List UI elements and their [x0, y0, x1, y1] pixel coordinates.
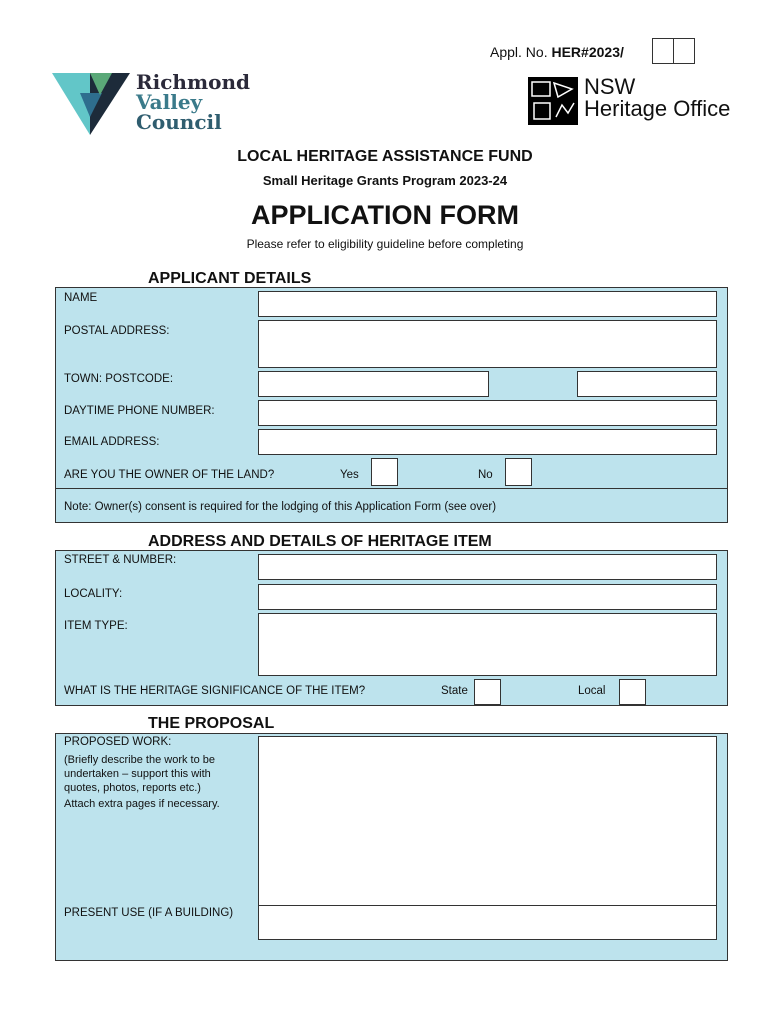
appl-number-box-2[interactable] — [673, 38, 695, 64]
locality-label: LOCALITY: — [64, 588, 123, 600]
proposal-heading: THE PROPOSAL — [148, 715, 275, 732]
appl-label: Appl. No. — [490, 44, 548, 60]
name-label: NAME — [64, 292, 98, 304]
email-field[interactable] — [258, 429, 717, 455]
town-postcode-label: TOWN: POSTCODE: — [64, 373, 174, 385]
application-number-label — [490, 44, 624, 60]
applicant-details-heading: APPLICANT DETAILS — [148, 270, 312, 287]
council-line3: Council — [136, 110, 222, 134]
fund-title: LOCAL HERITAGE ASSISTANCE FUND — [237, 148, 533, 165]
significance-local-label: Local — [578, 685, 606, 697]
postal-address-label: POSTAL ADDRESS: — [64, 325, 170, 337]
proposed-work-help: (Briefly describe the work to be undertaken – support this with quotes, photos, reports etc.) — [64, 754, 216, 794]
item-type-field[interactable] — [258, 613, 717, 676]
appl-value: HER#2023/ — [551, 44, 624, 60]
owner-yes-checkbox[interactable] — [371, 458, 398, 486]
proposed-work-label: PROPOSED WORK: — [64, 736, 172, 748]
form-title: APPLICATION FORM — [251, 200, 519, 230]
locality-field[interactable] — [258, 584, 717, 610]
nsw-line1: NSW — [584, 74, 636, 99]
owner-yes-label: Yes — [340, 469, 359, 481]
nsw-line2: Heritage Office — [584, 96, 731, 121]
postal-address-field[interactable] — [258, 320, 717, 368]
owner-question-label: ARE YOU THE OWNER OF THE LAND? — [64, 469, 275, 481]
phone-field[interactable] — [258, 400, 717, 426]
significance-local-checkbox[interactable] — [619, 679, 646, 705]
street-number-field[interactable] — [258, 554, 717, 580]
council-line1: Richmond — [136, 70, 250, 94]
postcode-field[interactable] — [577, 371, 717, 397]
present-use-field[interactable] — [258, 905, 717, 940]
name-field[interactable] — [258, 291, 717, 317]
nsw-heritage-office-name — [584, 76, 730, 120]
owner-no-label: No — [478, 469, 493, 481]
appl-number-box-1[interactable] — [652, 38, 674, 64]
nsw-heritage-emblem-icon — [528, 77, 578, 125]
significance-state-checkbox[interactable] — [474, 679, 501, 705]
owner-no-checkbox[interactable] — [505, 458, 532, 486]
significance-question-label: WHAT IS THE HERITAGE SIGNIFICANCE OF THE ITEM? — [64, 685, 366, 697]
significance-state-label: State — [441, 685, 468, 697]
council-logo-icon — [52, 73, 130, 135]
proposed-work-field[interactable] — [258, 736, 717, 906]
street-number-label: STREET & NUMBER: — [64, 554, 177, 566]
phone-label: DAYTIME PHONE NUMBER: — [64, 405, 215, 417]
eligibility-note: Please refer to eligibility guideline before completing — [246, 237, 524, 251]
council-line2: Valley — [136, 90, 203, 114]
program-subtitle: Small Heritage Grants Program 2023-24 — [262, 173, 508, 188]
town-field[interactable] — [258, 371, 489, 397]
attach-pages-help: Attach extra pages if necessary. — [64, 798, 220, 810]
item-type-label: ITEM TYPE: — [64, 620, 128, 632]
present-use-label: PRESENT USE (IF A BUILDING) — [64, 907, 234, 919]
heritage-item-heading: ADDRESS AND DETAILS OF HERITAGE ITEM — [148, 533, 492, 550]
owner-consent-note: Note: Owner(s) consent is required for the lodging of this Application Form (see over) — [64, 501, 497, 513]
applicant-divider — [55, 488, 728, 489]
council-name — [136, 72, 250, 132]
email-label: EMAIL ADDRESS: — [64, 436, 160, 448]
